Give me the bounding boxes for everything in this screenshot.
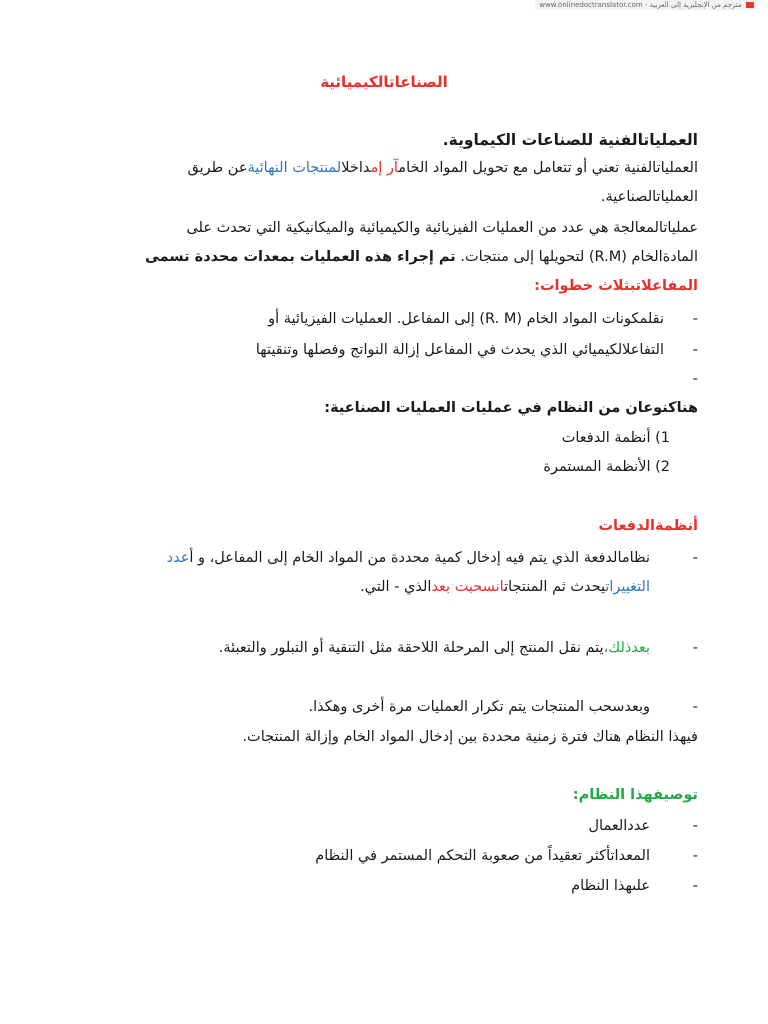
highlight-final-products: المنتجات النهائية <box>247 160 342 176</box>
list-item: علىهذا النظام <box>571 878 650 894</box>
text-run: الذي - التي. <box>360 579 432 595</box>
paragraph-line: فيهذا النظام هناك فترة زمنية محددة بين إدخال المواد الخام وإزالة المنتجات. <box>242 729 698 745</box>
step-item: نقلمكونات المواد الخام (R. M) إلى المفاعل. العمليات الفيزيائية أو <box>268 311 664 327</box>
paragraph-line <box>188 158 698 178</box>
paragraph-line <box>145 247 698 267</box>
highlight-rm: آر إم <box>370 160 399 176</box>
text-run: العملياتالفنية تعني أو تتعامل مع تحويل المواد الخام <box>398 160 698 176</box>
bullet-dash: - <box>692 878 698 894</box>
bullet-dash: - <box>692 550 698 566</box>
highlight-changes: التغييرات <box>605 579 650 595</box>
step-item: التفاعلالكيميائي الذي يحدث في المفاعل إزالة النواتج وفصلها وتنقيتها <box>255 342 664 358</box>
bullet-dash: - <box>692 699 698 715</box>
banner-text: www.onlinedoctranslator.com - مترجم من الإنجليزية إلى العربية <box>539 1 742 9</box>
list-item-line <box>219 638 650 658</box>
text-run: يتم نقل المنتج إلى المرحلة اللاحقة مثل التنقية أو التبلور والتعبئة. <box>218 640 604 656</box>
paragraph-line: العملياتالصناعية. <box>600 189 698 205</box>
list-item-line <box>360 577 650 597</box>
bold-text-run: تم إجراء هذه العمليات بمعدات محددة تسمى <box>145 249 456 265</box>
batch-systems-heading: أنظمةالدفعات <box>598 518 698 534</box>
list-item-line <box>167 548 650 568</box>
bullet-dash: - <box>692 640 698 656</box>
document-title: الصناعاتالكيميائية <box>320 73 448 91</box>
list-item: 1) أنظمة الدفعات <box>561 430 670 446</box>
list-item-line: وبعدسحب المنتجات يتم تكرار العمليات مرة أخرى وهكذا. <box>308 699 650 715</box>
highlight-withdrawn: انسحبت بعد <box>431 579 505 595</box>
text-run: نظامالدفعة الذي يتم فيه إدخال كمية محددة من المواد الخام إلى المفاعل، و أ <box>189 550 650 566</box>
highlight-number: عدد <box>166 550 190 566</box>
bullet-dash: - <box>692 342 698 358</box>
section-heading-system-types: هناكنوعان من النظام في عمليات العمليات الصناعية: <box>324 400 698 416</box>
text-run: المادةالخام (R.M) لتحويلها إلى منتجات. <box>460 249 698 265</box>
bullet-dash: - <box>692 371 698 387</box>
reactors-steps-heading: المفاعلاتبثلاث خطوات: <box>534 278 698 294</box>
bullet-dash: - <box>692 818 698 834</box>
list-item: 2) الأنظمة المستمرة <box>543 459 670 475</box>
highlight-after-that: بعدذلك، <box>603 640 650 656</box>
section-heading-technical-processes: العملياتالفنية للصناعات الكيماوية. <box>442 131 698 149</box>
text-run: عن طريق <box>187 160 248 176</box>
text-run: يحدث ثم المنتجات <box>504 579 606 595</box>
text-run: داخل <box>341 160 371 176</box>
list-item: المعداتأكثر تعقيداً من صعوبة التحكم المستمر في النظام <box>315 848 650 864</box>
system-characteristics-heading: توصيفهذا النظام: <box>572 787 698 803</box>
bullet-dash: - <box>692 848 698 864</box>
list-item: عددالعمال <box>588 818 650 834</box>
bullet-dash: - <box>692 311 698 327</box>
paragraph-line: عملياتالمعالجة هي عدد من العمليات الفيزيائية والكيميائية والميكانيكية التي تحدث على <box>186 220 698 236</box>
